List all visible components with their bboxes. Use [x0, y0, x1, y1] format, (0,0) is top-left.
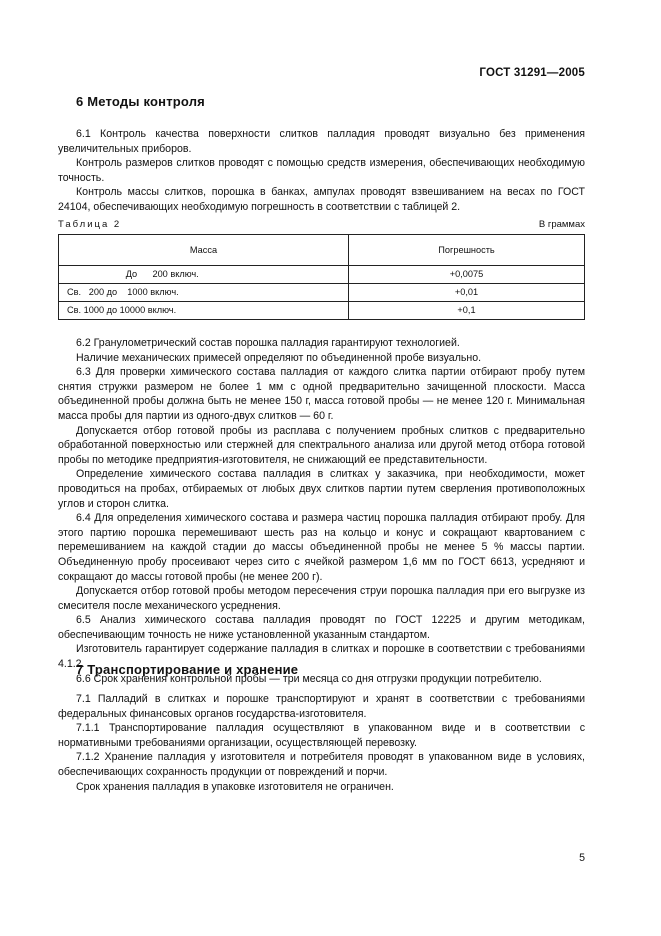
paragraph: 6.6 Срок хранения контрольной пробы — три месяца со дня отгрузки продукции потребителю. — [76, 672, 542, 685]
document-id: ГОСТ 31291—2005 — [479, 67, 585, 79]
paragraph: Определение химического состава палладия в слитках у заказчика, при необходимости, может проводиться на пробах, отбираемых от любых двух слитков партии путем сверления противоположных углов и сторон слитка. — [58, 468, 585, 510]
section-6-text — [58, 127, 585, 215]
paragraph: Контроль массы слитков, порошка в банках, ампулах проводят взвешиванием на весах по ГОСТ 24104, обеспечивающих необходимую погрешность в соответствии с таблицей 2. — [58, 186, 585, 213]
paragraph: Допускается отбор готовой пробы методом пересечения струи порошка палладия при его выгрузке из смесителя после механического усреднения. — [58, 585, 585, 612]
table-row — [59, 266, 585, 284]
section-6-continued-text — [58, 336, 585, 686]
table-cell-mass: Св. 200 до 1000 включ. — [59, 284, 349, 302]
paragraph: 7.1 Палладий в слитках и порошке транспортируют и хранят в соответствии с требованиями федеральных финансовых органов государства-изготовителя. — [58, 693, 585, 720]
section-7-text — [58, 692, 585, 794]
paragraph: 7.1.1 Транспортирование палладия осуществляют в упакованном виде и в соответствии с нормативными требованиями организации, осуществляющей перевозку. — [58, 722, 585, 749]
paragraph: Наличие механических примесей определяют по объединенной пробе визуально. — [76, 351, 482, 364]
page-number: 5 — [579, 852, 585, 864]
paragraph: Допускается отбор готовой пробы из расплава с получением пробных слитков с предварительно обработанной поверхностью или стержней для спектрального анализа или другой метод отбора готовой пробы по методике предприятия-изготовителя, не снижающий ее представительности. — [58, 424, 585, 466]
table-cell-error: +0,0075 — [349, 266, 585, 284]
paragraph: 6.4 Для определения химического состава и размера частиц порошка палладия отбирают пробу. Для этого партию порошка перемешивают шесть раз на кольцо и конус и сокращают квартованием с перемешиванием на каждой стадии до массы объединенной пробы не менее 5 % массы партии. Объединенную пробу просеивают через сито с ячейкой размером 1,6 мм по ГОСТ 6613, усредняют и сокращают до массы готовой пробы (не менее 200 г). — [58, 512, 585, 583]
table-header-cell: Масса — [59, 235, 349, 266]
table-cell-error: +0,01 — [349, 284, 585, 302]
paragraph: Изготовитель гарантирует содержание палладия в слитках и порошке в соответствии с требованиями 4.1.2. — [58, 643, 585, 671]
paragraph: 7.1.2 Хранение палладия у изготовителя и потребителя проводят в упакованном виде в условиях, обеспечивающих сохранность продукции от повреждений и порчи. — [58, 751, 585, 778]
paragraph: 6.1 Контроль качества поверхности слитков палладия проводят визуально без применения увеличительных приборов. — [58, 128, 585, 155]
table-cell-mass: Св. 1000 до 10000 включ. — [59, 302, 349, 320]
table-header-row — [59, 235, 585, 266]
table-unit: В граммах — [538, 219, 585, 230]
table-cell-mass: До 200 включ. — [59, 266, 349, 284]
table-header-cell: Погрешность — [349, 235, 585, 266]
table-row — [59, 284, 585, 302]
paragraph: 6.3 Для проверки химического состава палладия от каждого слитка партии отбирают пробу путем снятия стружки размером не более 1 мм с одной предварительно зачищенной плоскости. Масса объединенной пробы должна быть не менее 150 г, масса готовой пробы — не менее 120 г. Минимальная масса пробы для партии из одного-двух слитков — 60 г. — [58, 366, 585, 422]
table-caption: Таблица 2 — [58, 219, 122, 230]
paragraph: Контроль размеров слитков проводят с помощью средств измерения, обеспечивающих необходимую точность. — [58, 157, 585, 184]
paragraph: Срок хранения палладия в упаковке изготовителя не ограничен. — [76, 780, 394, 793]
table-2 — [58, 234, 585, 320]
table-cell-error: +0,1 — [349, 302, 585, 320]
paragraph: 6.5 Анализ химического состава палладия проводят по ГОСТ 12225 и другим методикам, обеспечивающим точность не ниже установленной указанным стандартом. — [58, 614, 585, 641]
section-7-title: 7 Транспортирование и хранение — [76, 662, 299, 677]
paragraph: 6.2 Гранулометрический состав порошка палладия гарантируют технологией. — [76, 337, 460, 349]
table-caption-row — [58, 218, 585, 232]
section-6-title: 6 Методы контроля — [76, 94, 205, 109]
table-row — [59, 302, 585, 320]
